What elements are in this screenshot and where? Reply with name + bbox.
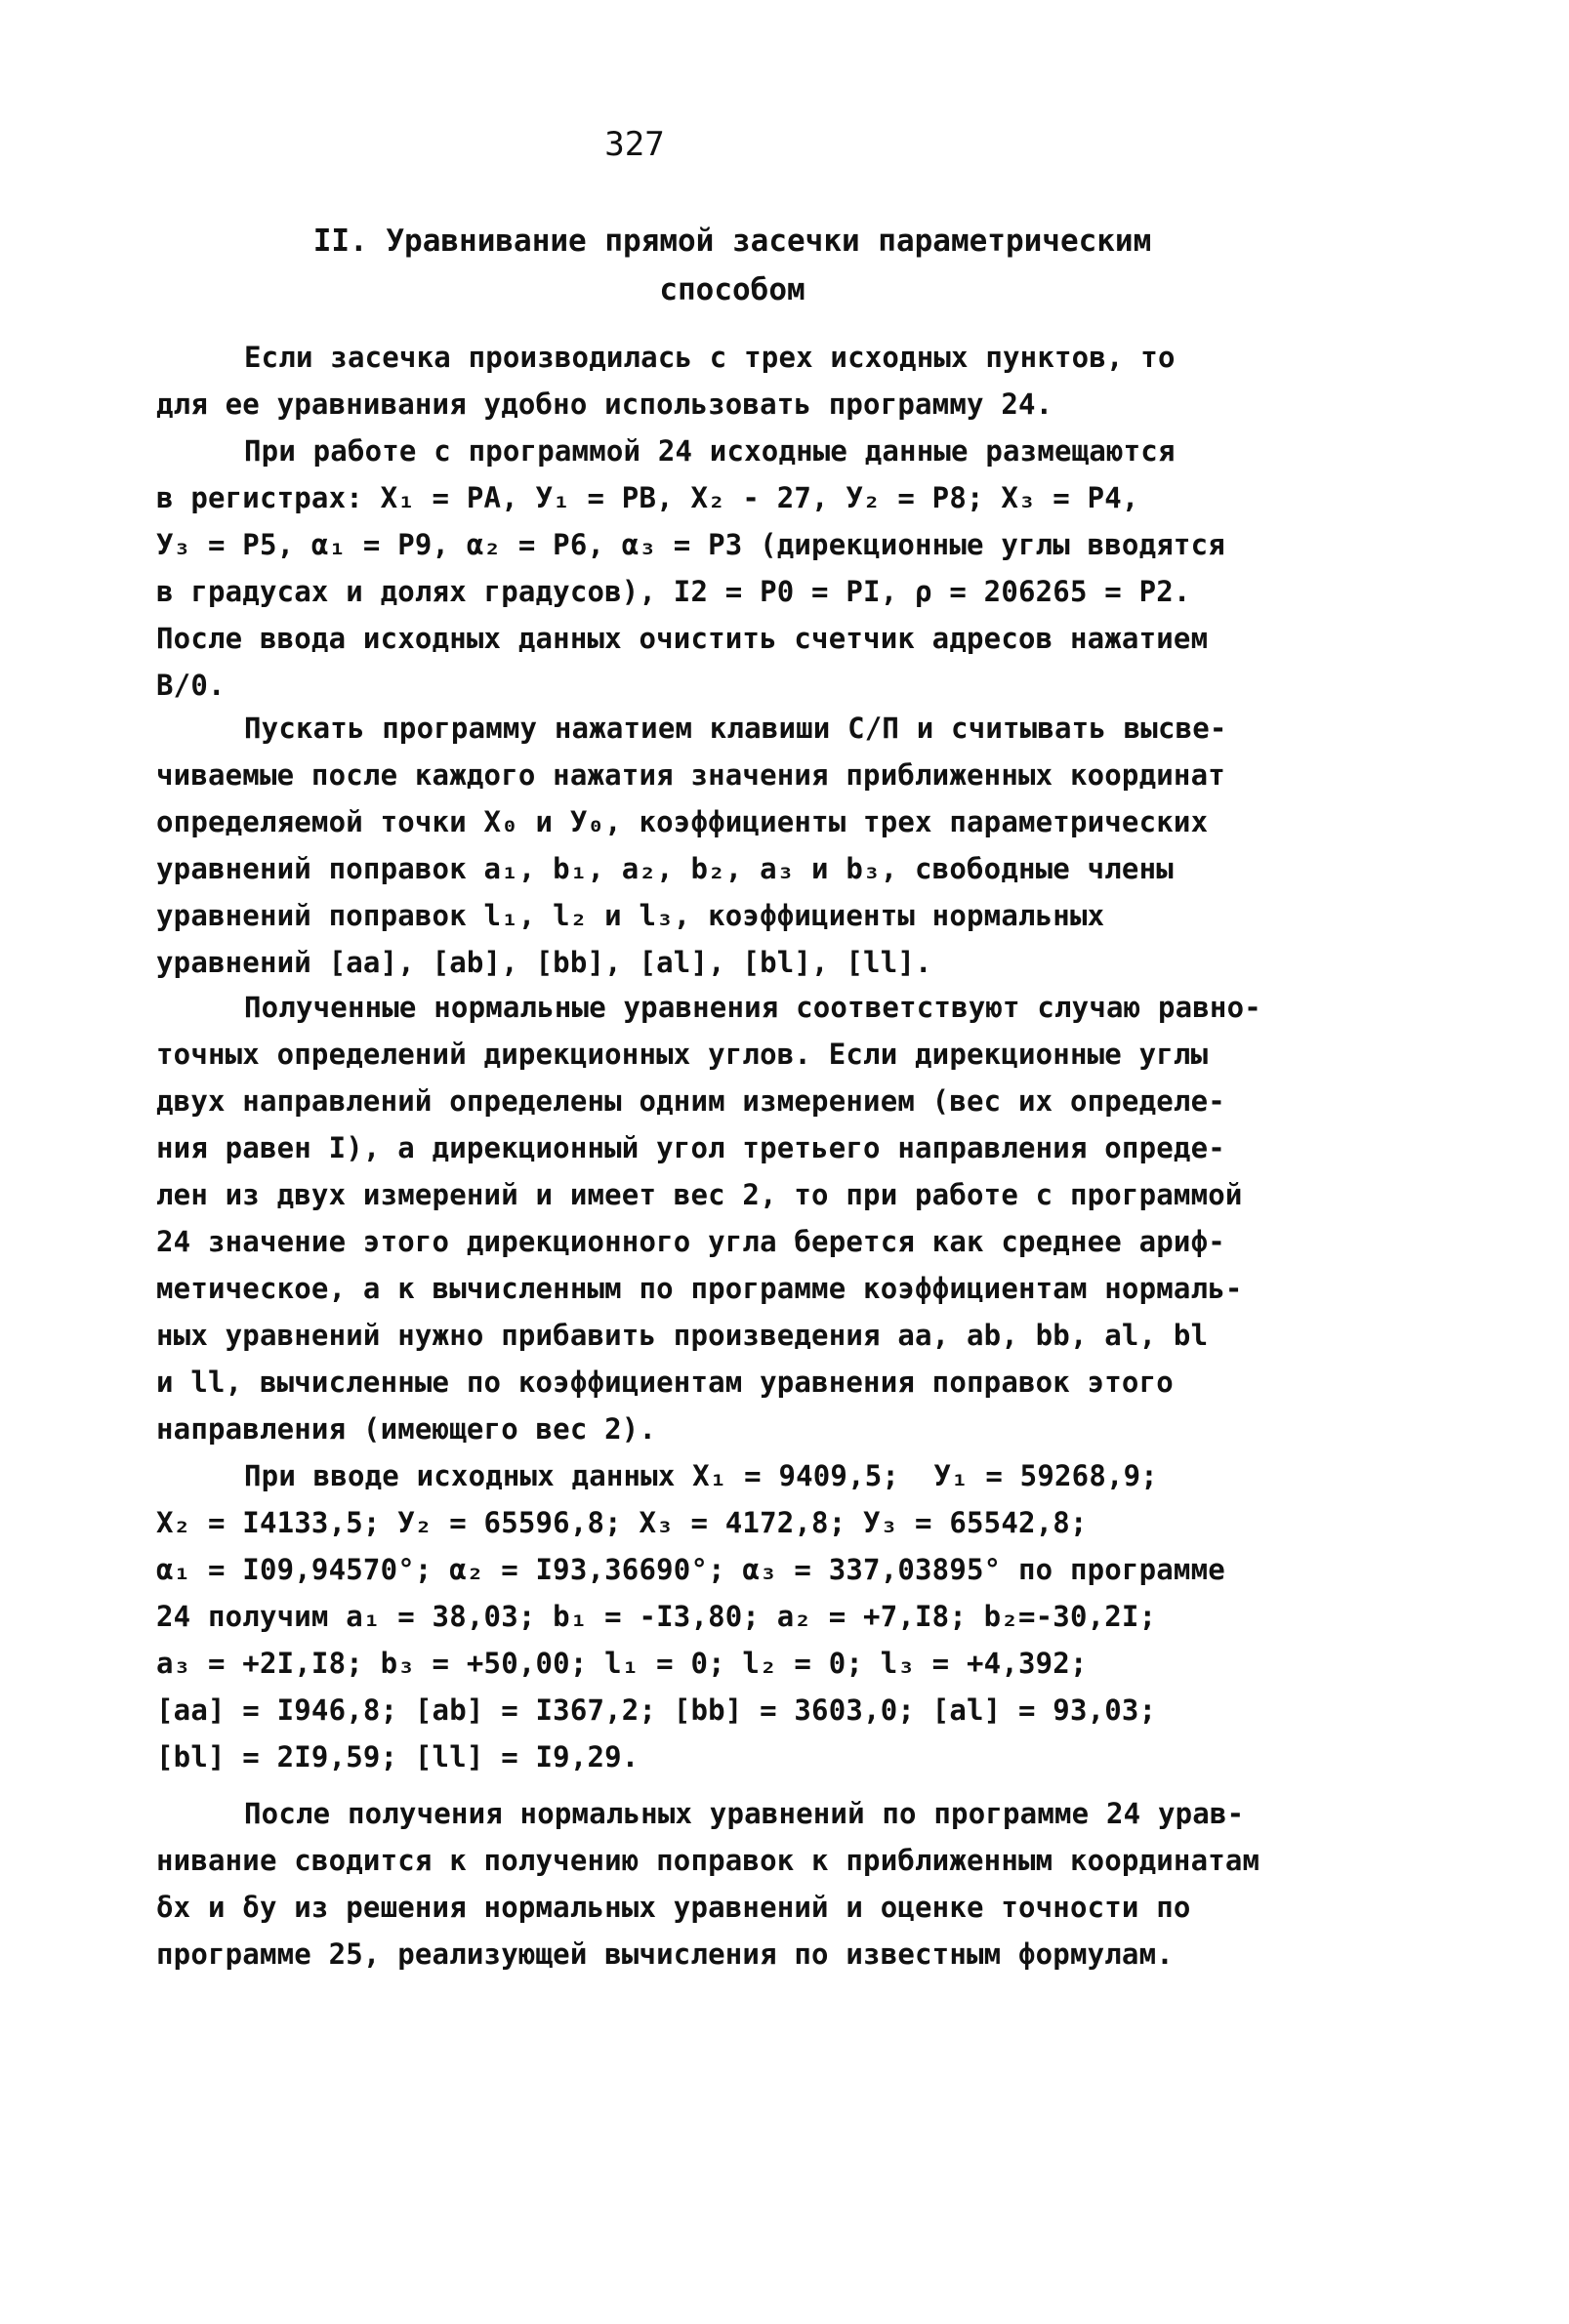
- paragraph-2-line: В/0.: [156, 669, 226, 702]
- page-number: 327: [604, 125, 665, 164]
- heading-line-2: способом: [659, 272, 805, 307]
- paragraph-1-line: Если засечка производилась с трех исходных пунктов, то: [244, 341, 1176, 374]
- paragraph-5-line: α₁ = I09,94570°; α₂ = I93,36690°; α₃ = 337,03895° по программе: [156, 1553, 1225, 1586]
- paragraph-3-line: уравнений поправок l₁, l₂ и l₃, коэффициенты нормальных: [156, 899, 1105, 932]
- paragraph-3-line: уравнений поправок a₁, b₁, a₂, b₂, a₃ и b₃, свободные члены: [156, 852, 1174, 885]
- paragraph-6-line: нивание сводится к получению поправок к приближенным координатам: [156, 1844, 1260, 1877]
- paragraph-4-line: двух направлений определены одним измерением (вес их определе-: [156, 1084, 1225, 1118]
- paragraph-3-line: уравнений [aa], [ab], [bb], [al], [bl], [ll].: [156, 946, 932, 979]
- paragraph-4-line: и ll, вычисленные по коэффициентам уравнения поправок этого: [156, 1366, 1174, 1399]
- paragraph-3-line: Пускать программу нажатием клавиши С/П и считывать высве-: [244, 712, 1227, 745]
- paragraph-4-line: лен из двух измерений и имеет вес 2, то при работе с программой: [156, 1178, 1243, 1211]
- paragraph-6-line: После получения нормальных уравнений по программе 24 урав-: [244, 1797, 1245, 1830]
- paragraph-4-line: метическое, а к вычисленным по программе коэффициентам нормаль-: [156, 1272, 1243, 1305]
- heading-line-1: II. Уравнивание прямой засечки параметрическим: [312, 224, 1152, 259]
- paragraph-5-line: При вводе исходных данных X₁ = 9409,5; У₁ = 59268,9;: [244, 1459, 1158, 1492]
- paragraph-4-line: 24 значение этого дирекционного угла берется как среднее ариф-: [156, 1225, 1225, 1258]
- paragraph-4-line: ных уравнений нужно прибавить произведения aa, ab, bb, al, bl: [156, 1319, 1209, 1352]
- paragraph-2-line: После ввода исходных данных очистить счетчик адресов нажатием: [156, 622, 1209, 655]
- paragraph-5-line: [bl] = 2I9,59; [ll] = I9,29.: [156, 1740, 640, 1774]
- paragraph-4-line: Полученные нормальные уравнения соответствуют случаю равно-: [244, 991, 1261, 1024]
- paragraph-4-line: направления (имеющего вес 2).: [156, 1412, 657, 1446]
- paragraph-6: [156, 1790, 1347, 1977]
- paragraph-2: [156, 428, 1347, 709]
- paragraph-4-line: ния равен I), а дирекционный угол третьего направления опреде-: [156, 1131, 1225, 1164]
- paragraph-1: [156, 334, 1347, 428]
- paragraph-1-line: для ее уравнивания удобно использовать программу 24.: [156, 387, 1053, 421]
- paragraph-2-line: в градусах и долях градусов), I2 = P0 = PI, ρ = 206265 = P2.: [156, 575, 1191, 608]
- paragraph-5-line: [aa] = I946,8; [ab] = I367,2; [bb] = 3603,0; [al] = 93,03;: [156, 1693, 1157, 1727]
- paragraph-5: [156, 1452, 1347, 1780]
- paragraph-6-line: программе 25, реализующей вычисления по известным формулам.: [156, 1937, 1174, 1971]
- paragraph-3: [156, 705, 1347, 986]
- paragraph-5-line: 24 получим a₁ = 38,03; b₁ = -I3,80; a₂ = +7,I8; b₂=-30,2I;: [156, 1600, 1157, 1633]
- paragraph-2-line: У₃ = P5, α₁ = P9, α₂ = P6, α₃ = P3 (дирекционные углы вводятся: [156, 528, 1225, 561]
- paragraph-3-line: определяемой точки X₀ и У₀, коэффициенты трех параметрических: [156, 805, 1209, 838]
- section-heading: [156, 217, 1308, 314]
- paragraph-4-line: точных определений дирекционных углов. Если дирекционные углы: [156, 1038, 1209, 1071]
- paragraph-2-line: в регистрах: X₁ = PA, У₁ = PB, X₂ - 27, У₂ = P8; X₃ = P4,: [156, 481, 1139, 514]
- paragraph-3-line: чиваемые после каждого нажатия значения приближенных координат: [156, 758, 1225, 792]
- paragraph-5-line: X₂ = I4133,5; У₂ = 65596,8; X₃ = 4172,8; У₃ = 65542,8;: [156, 1506, 1088, 1539]
- paragraph-6-line: δx и δy из решения нормальных уравнений и оценке точности по: [156, 1891, 1191, 1924]
- paragraph-2-line: При работе с программой 24 исходные данные размещаются: [244, 434, 1176, 468]
- paragraph-4: [156, 984, 1347, 1452]
- paragraph-5-line: a₃ = +2I,I8; b₃ = +50,00; l₁ = 0; l₂ = 0; l₃ = +4,392;: [156, 1647, 1088, 1680]
